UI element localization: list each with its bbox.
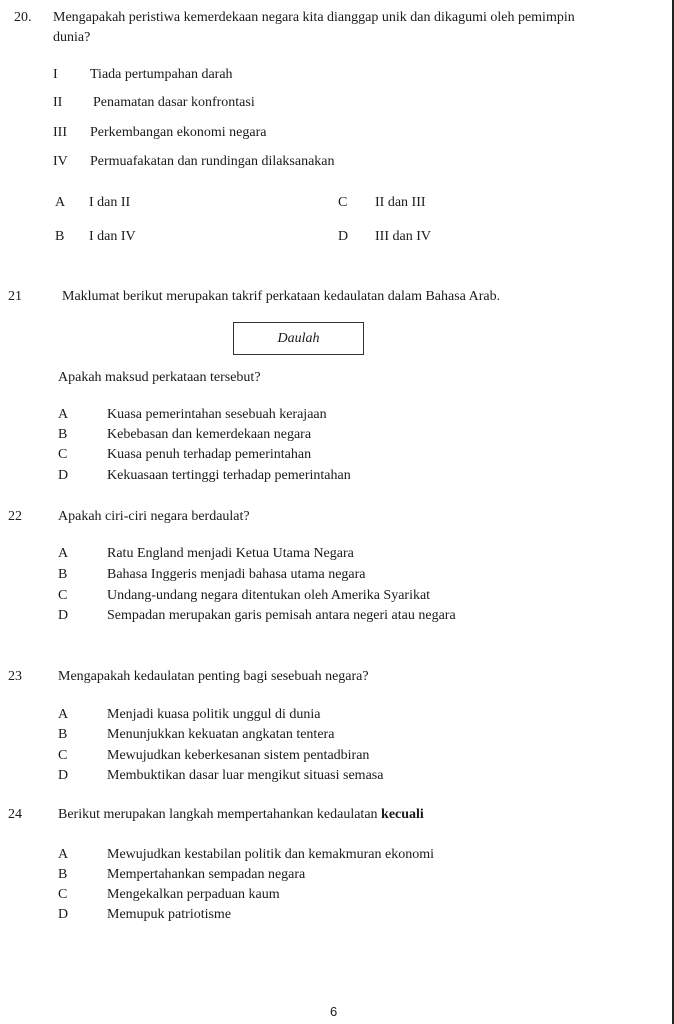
- option-text: Kuasa penuh terhadap pemerintahan: [107, 447, 312, 462]
- page-number: 6: [330, 1004, 338, 1019]
- question-text: Mengapakah peristiwa kemerdekaan negara kita dianggap unik dan dikagumi oleh pemimpin: [53, 10, 575, 25]
- statement-label: II: [53, 95, 63, 110]
- question-text: [58, 807, 424, 823]
- option-label: D: [58, 468, 69, 483]
- option-text: I dan II: [89, 195, 131, 210]
- option-label: A: [58, 707, 69, 722]
- option-label: A: [55, 195, 66, 210]
- question-text: Maklumat berikut merupakan takrif perkataan kedaulatan dalam Bahasa Arab.: [62, 289, 501, 304]
- option-text: Bahasa Inggeris menjadi bahasa utama negara: [107, 567, 366, 582]
- option-label: D: [338, 229, 349, 244]
- option-label: C: [58, 748, 68, 763]
- question-number: 24: [8, 807, 22, 822]
- question-text-main: Berikut merupakan langkah mempertahankan kedaulatan: [58, 807, 378, 822]
- option-label: A: [58, 546, 69, 561]
- option-text: Menunjukkan kekuatan angkatan tentera: [107, 727, 335, 742]
- option-label: B: [58, 427, 68, 442]
- statement-label: III: [53, 125, 67, 140]
- option-label: B: [55, 229, 65, 244]
- option-label: A: [58, 407, 69, 422]
- statement-text: Permuafakatan dan rundingan dilaksanakan: [90, 154, 335, 169]
- option-label: B: [58, 867, 68, 882]
- option-label: C: [58, 588, 68, 603]
- option-text: Mewujudkan keberkesanan sistem pentadbiran: [107, 748, 370, 763]
- option-text: Menjadi kuasa politik unggul di dunia: [107, 707, 321, 722]
- statement-label: IV: [53, 154, 68, 169]
- option-text: Kebebasan dan kemerdekaan negara: [107, 427, 312, 442]
- option-label: C: [58, 447, 68, 462]
- question-number: 21: [8, 289, 22, 304]
- term-box: Daulah: [233, 322, 364, 355]
- statement-label: I: [53, 67, 58, 82]
- question-text: Mengapakah kedaulatan penting bagi sesebuah negara?: [58, 669, 369, 684]
- statement-text: Perkembangan ekonomi negara: [90, 125, 267, 140]
- option-text: II dan III: [375, 195, 426, 210]
- option-text: Undang-undang negara ditentukan oleh Amerika Syarikat: [107, 588, 431, 603]
- statement-text: Penamatan dasar konfrontasi: [93, 95, 255, 110]
- option-label: D: [58, 608, 69, 623]
- option-text: Memupuk patriotisme: [107, 907, 232, 922]
- option-label: D: [58, 768, 69, 783]
- statement-text: Tiada pertumpahan darah: [90, 67, 233, 82]
- option-text: Mempertahankan sempadan negara: [107, 867, 306, 882]
- question-text: dunia?: [53, 30, 91, 45]
- option-text: Ratu England menjadi Ketua Utama Negara: [107, 546, 354, 561]
- option-text: Kuasa pemerintahan sesebuah kerajaan: [107, 407, 327, 422]
- option-text: Mengekalkan perpaduan kaum: [107, 887, 280, 902]
- option-label: B: [58, 567, 68, 582]
- option-text: Sempadan merupakan garis pemisah antara negeri atau negara: [107, 608, 456, 623]
- question-number: 20.: [14, 10, 32, 25]
- subquestion-text: Apakah maksud perkataan tersebut?: [58, 370, 261, 385]
- question-number: 22: [8, 509, 22, 524]
- option-label: A: [58, 847, 69, 862]
- option-label: C: [58, 887, 68, 902]
- option-text: Mewujudkan kestabilan politik dan kemakmuran ekonomi: [107, 847, 434, 862]
- option-text: III dan IV: [375, 229, 431, 244]
- question-number: 23: [8, 669, 22, 684]
- option-label: B: [58, 727, 68, 742]
- option-label: D: [58, 907, 69, 922]
- option-text: Membuktikan dasar luar mengikut situasi semasa: [107, 768, 384, 783]
- question-text-emphasis: kecuali: [381, 807, 424, 822]
- question-text: Apakah ciri-ciri negara berdaulat?: [58, 509, 250, 524]
- option-text: I dan IV: [89, 229, 136, 244]
- option-label: C: [338, 195, 348, 210]
- option-text: Kekuasaan tertinggi terhadap pemerintahan: [107, 468, 351, 483]
